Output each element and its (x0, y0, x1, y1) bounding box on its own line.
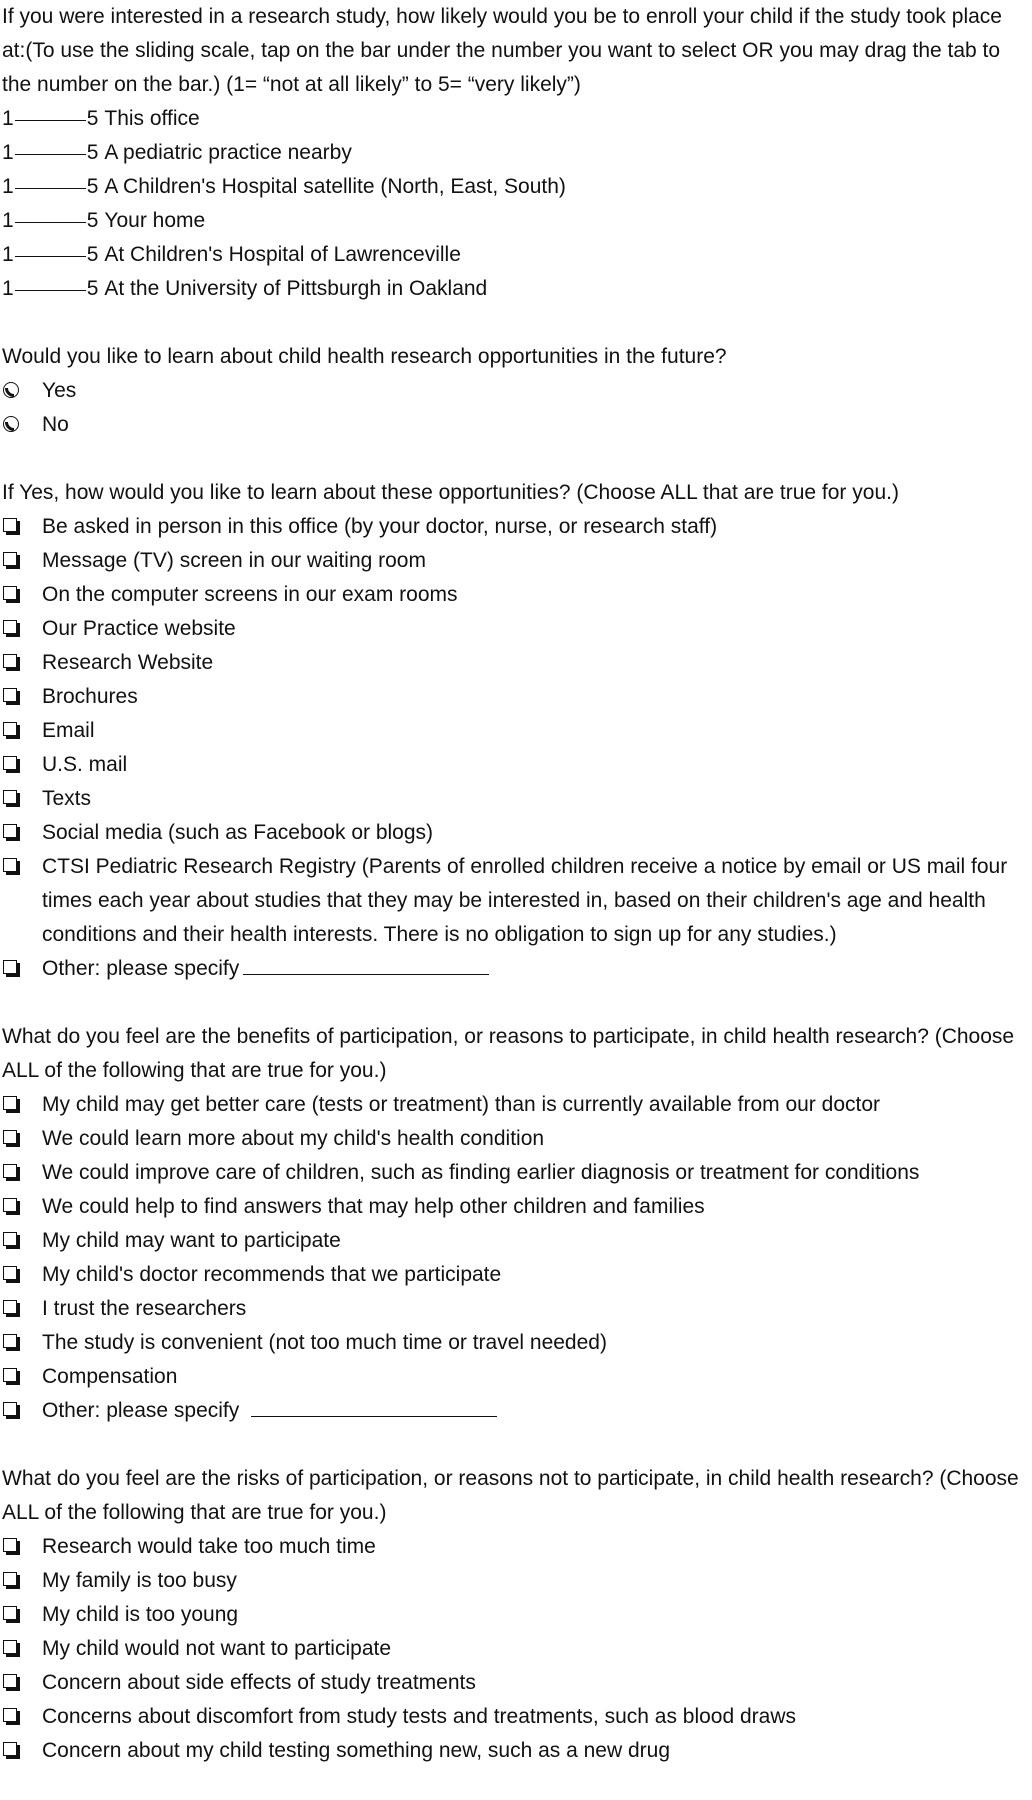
other-label: Other: please specify (42, 1399, 240, 1422)
option-label: My family is too busy (42, 1569, 237, 1592)
scale-low-label: 1 (2, 243, 14, 266)
scale-item-label: At the University of Pittsburgh in Oakland (104, 277, 488, 300)
benefits-other-option[interactable] (2, 1394, 1028, 1428)
checkbox-icon[interactable] (3, 552, 17, 566)
option-label: Be asked in person in this office (by your doctor, nurse, or research staff) (42, 515, 718, 538)
checkbox-icon[interactable] (3, 960, 17, 974)
how-options-list (2, 510, 1028, 952)
scale-row[interactable] (2, 272, 1028, 306)
option-label: We could help to find answers that may help other children and families (42, 1195, 705, 1218)
scale-slider-bar[interactable] (15, 289, 86, 291)
checkbox-option[interactable] (2, 782, 1028, 816)
checkbox-wrap (2, 1666, 42, 1688)
checkbox-icon[interactable] (3, 1368, 17, 1382)
scale-high-label: 5 (86, 175, 99, 198)
scale-high-label: 5 (86, 243, 99, 266)
option-label: Yes (42, 379, 77, 402)
scale-rows (2, 102, 1028, 306)
checkbox-icon[interactable] (3, 1130, 17, 1144)
checkbox-option[interactable] (2, 1700, 1028, 1734)
option-label: We could learn more about my child's health condition (42, 1127, 545, 1150)
checkbox-wrap (2, 612, 42, 634)
other-specify-field[interactable] (251, 1396, 497, 1417)
scale-slider-bar[interactable] (15, 221, 86, 223)
checkbox-icon[interactable] (3, 722, 17, 736)
checkbox-icon[interactable] (3, 824, 17, 838)
option-label (42, 1394, 497, 1428)
checkbox-option[interactable] (2, 1258, 1028, 1292)
checkbox-wrap (2, 748, 42, 770)
option-label: Our Practice website (42, 617, 236, 640)
checkbox-icon[interactable] (3, 1572, 17, 1586)
spacer (2, 442, 1028, 476)
checkbox-option[interactable] (2, 510, 1028, 544)
checkbox-wrap (2, 1632, 42, 1654)
scale-high-label: 5 (86, 209, 99, 232)
option-label: Brochures (42, 685, 138, 708)
checkbox-icon[interactable] (3, 1232, 17, 1246)
option-label: Texts (42, 787, 92, 810)
scale-low-label: 1 (2, 277, 14, 300)
option-label (42, 952, 489, 986)
scale-row[interactable] (2, 136, 1028, 170)
scale-item-label: This office (104, 107, 200, 130)
checkbox-option[interactable] (2, 578, 1028, 612)
option-label: My child's doctor recommends that we participate (42, 1263, 502, 1286)
option-label: Concern about side effects of study treatments (42, 1671, 476, 1694)
scale-high-label: 5 (86, 277, 99, 300)
checkbox-wrap (2, 510, 42, 532)
checkbox-wrap (2, 1700, 42, 1722)
spacer (2, 1428, 1028, 1462)
checkbox-wrap (2, 1190, 42, 1212)
scale-low-label: 1 (2, 141, 14, 164)
scale-item-label: A pediatric practice nearby (104, 141, 352, 164)
risks-options-list (2, 1530, 1028, 1768)
option-label: Research would take too much time (42, 1535, 376, 1558)
radio-icon[interactable] (3, 382, 19, 398)
checkbox-icon[interactable] (3, 1334, 17, 1348)
checkbox-wrap (2, 1156, 42, 1178)
checkbox-option[interactable] (2, 1564, 1028, 1598)
checkbox-icon[interactable] (3, 1402, 17, 1416)
scale-row[interactable] (2, 238, 1028, 272)
option-label: Message (TV) screen in our waiting room (42, 549, 426, 572)
checkbox-option[interactable] (2, 1598, 1028, 1632)
checkbox-option[interactable] (2, 816, 1028, 850)
scale-low-label: 1 (2, 209, 14, 232)
checkbox-option[interactable] (2, 1156, 1028, 1190)
scale-slider-bar[interactable] (15, 255, 86, 257)
checkbox-option[interactable] (2, 544, 1028, 578)
checkbox-option[interactable] (2, 1190, 1028, 1224)
scale-high-label: 5 (86, 107, 99, 130)
checkbox-option[interactable] (2, 1360, 1028, 1394)
radio-icon[interactable] (3, 416, 19, 432)
checkbox-icon[interactable] (3, 1538, 17, 1552)
scale-row[interactable] (2, 204, 1028, 238)
benefits-question-text: What do you feel are the benefits of participation, or reasons to participate, in child health research? (Choose ALL of the following that are true for you.) (2, 1025, 1015, 1082)
checkbox-icon[interactable] (3, 1606, 17, 1620)
checkbox-icon[interactable] (3, 1300, 17, 1314)
scale-slider-bar[interactable] (15, 153, 86, 155)
option-label: Social media (such as Facebook or blogs) (42, 821, 434, 844)
option-label: My child may want to participate (42, 1229, 341, 1252)
option-label: Compensation (42, 1365, 178, 1388)
checkbox-wrap (2, 1258, 42, 1280)
checkbox-wrap (2, 1224, 42, 1246)
checkbox-wrap (2, 1734, 42, 1756)
checkbox-option[interactable] (2, 1632, 1028, 1666)
checkbox-wrap (2, 714, 42, 736)
checkbox-option[interactable] (2, 714, 1028, 748)
option-label: My child may get better care (tests or treatment) than is currently available from our doctor (42, 1093, 881, 1116)
checkbox-icon[interactable] (3, 654, 17, 668)
checkbox-icon[interactable] (3, 1164, 17, 1178)
checkbox-option[interactable] (2, 680, 1028, 714)
option-label: CTSI Pediatric Research Registry (Parents of enrolled children receive a notice by email or US mail four times each year about studies that they may be interested in, based on their children's age and health conditions and their health interests. There is no obligation to sign up for any studies.) (42, 855, 1008, 946)
scale-high-label: 5 (86, 141, 99, 164)
scale-item-label: At Children's Hospital of Lawrenceville (104, 243, 461, 266)
option-label: The study is convenient (not too much time or travel needed) (42, 1331, 607, 1354)
option-label: My child is too young (42, 1603, 239, 1626)
option-label: My child would not want to participate (42, 1637, 392, 1660)
checkbox-option[interactable] (2, 612, 1028, 646)
checkbox-icon[interactable] (3, 518, 17, 532)
checkbox-wrap (2, 1360, 42, 1382)
checkbox-wrap (2, 1122, 42, 1144)
spacer (2, 306, 1028, 340)
checkbox-option[interactable] (2, 1666, 1028, 1700)
checkbox-icon[interactable] (3, 1640, 17, 1654)
checkbox-icon[interactable] (3, 1266, 17, 1280)
learn-question-text: Would you like to learn about child health research opportunities in the future? (2, 345, 727, 368)
checkbox-wrap (2, 1530, 42, 1552)
scale-item-label: Your home (104, 209, 206, 232)
checkbox-icon[interactable] (3, 620, 17, 634)
checkbox-wrap (2, 578, 42, 600)
other-label: Other: please specify (42, 957, 240, 980)
checkbox-icon[interactable] (3, 586, 17, 600)
checkbox-icon[interactable] (3, 1742, 17, 1756)
checkbox-option[interactable] (2, 748, 1028, 782)
checkbox-icon[interactable] (3, 688, 17, 702)
checkbox-wrap (2, 1598, 42, 1620)
checkbox-option[interactable] (2, 1224, 1028, 1258)
scale-row[interactable] (2, 170, 1028, 204)
option-label: On the computer screens in our exam rooms (42, 583, 458, 606)
scale-slider-bar[interactable] (15, 119, 86, 121)
checkbox-wrap (2, 816, 42, 838)
checkbox-option[interactable] (2, 1088, 1028, 1122)
checkbox-icon[interactable] (3, 1674, 17, 1688)
checkbox-option[interactable] (2, 1122, 1028, 1156)
checkbox-icon[interactable] (3, 858, 17, 872)
checkbox-wrap (2, 850, 42, 872)
checkbox-wrap (2, 1292, 42, 1314)
radio-option-yes[interactable] (2, 374, 1028, 408)
checkbox-icon[interactable] (3, 1096, 17, 1110)
checkbox-wrap (2, 782, 42, 804)
option-label: Research Website (42, 651, 214, 674)
checkbox-option[interactable] (2, 1530, 1028, 1564)
other-specify-field[interactable] (243, 954, 489, 975)
scale-item-label: A Children's Hospital satellite (North, East, South) (104, 175, 566, 198)
risks-question-text: What do you feel are the risks of participation, or reasons not to participate, in child health research? (Choose ALL of the following that are true for you.) (2, 1467, 1019, 1524)
scale-low-label: 1 (2, 107, 14, 130)
checkbox-option[interactable] (2, 850, 1028, 952)
checkbox-icon[interactable] (3, 1198, 17, 1212)
checkbox-icon[interactable] (3, 756, 17, 770)
option-label: We could improve care of children, such as finding earlier diagnosis or treatment for conditions (42, 1161, 920, 1184)
option-label: Concern about my child testing something new, such as a new drug (42, 1739, 671, 1762)
option-label: I trust the researchers (42, 1297, 247, 1320)
checkbox-wrap (2, 680, 42, 702)
checkbox-wrap (2, 646, 42, 668)
checkbox-option[interactable] (2, 646, 1028, 680)
option-label: Concerns about discomfort from study tests and treatments, such as blood draws (42, 1705, 797, 1728)
scale-slider-bar[interactable] (15, 187, 86, 189)
how-other-option[interactable] (2, 952, 1028, 986)
option-label: U.S. mail (42, 753, 128, 776)
checkbox-icon[interactable] (3, 790, 17, 804)
survey-document (2, 0, 1028, 1768)
scale-low-label: 1 (2, 175, 14, 198)
checkbox-wrap (2, 1088, 42, 1110)
option-label: No (42, 413, 69, 436)
spacer (2, 986, 1028, 1020)
radio-option-no[interactable] (2, 408, 1028, 442)
benefits-options-list (2, 1088, 1028, 1394)
checkbox-wrap (2, 544, 42, 566)
checkbox-option[interactable] (2, 1326, 1028, 1360)
checkbox-wrap (2, 1564, 42, 1586)
checkbox-icon[interactable] (3, 1708, 17, 1722)
checkbox-option[interactable] (2, 1292, 1028, 1326)
scale-question-text: If you were interested in a research study, how likely would you be to enroll your child if the study took place at:(To use the sliding scale, tap on the bar under the number you want to select OR you may drag the tab to the number on the bar.) (1= “not at all likely” to 5= “very likely”) (2, 5, 1002, 96)
option-label: Email (42, 719, 95, 742)
how-question-text: If Yes, how would you like to learn about these opportunities? (Choose ALL that are true for you.) (2, 481, 899, 504)
checkbox-wrap (2, 1326, 42, 1348)
checkbox-option[interactable] (2, 1734, 1028, 1768)
scale-row[interactable] (2, 102, 1028, 136)
